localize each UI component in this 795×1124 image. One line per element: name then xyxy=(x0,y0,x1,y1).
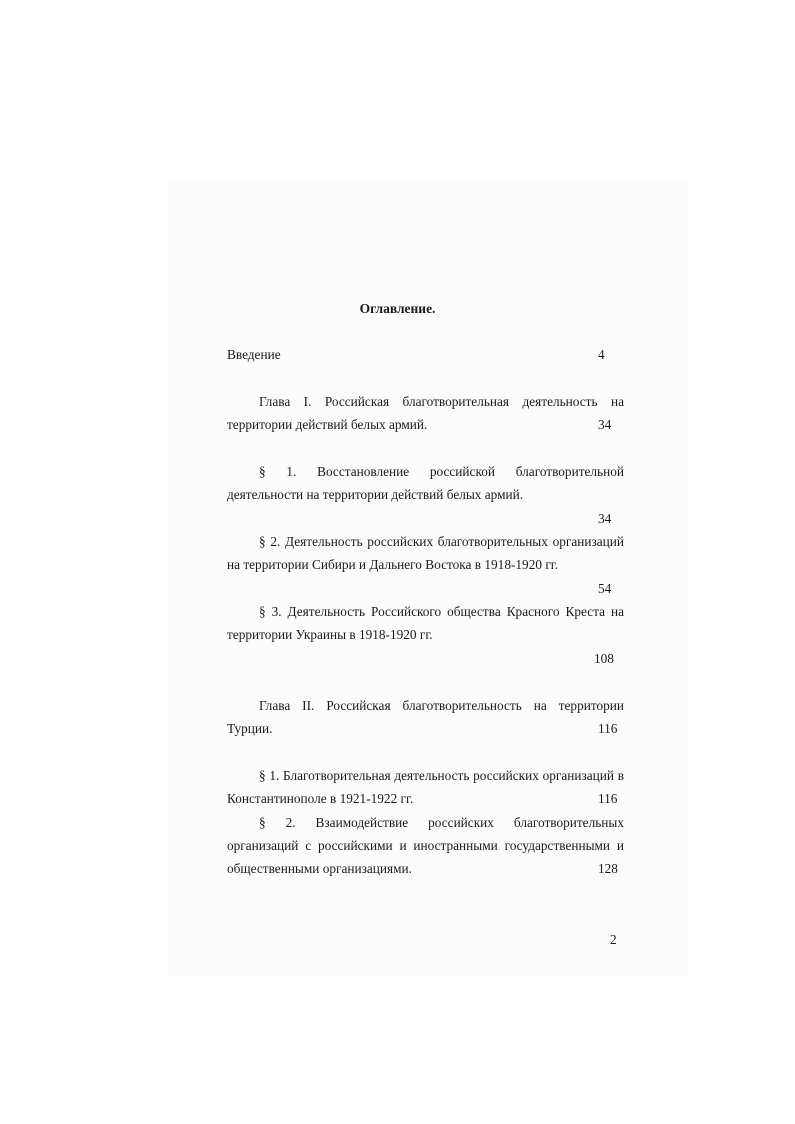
toc-section-1-2-page: 54 xyxy=(598,581,612,596)
toc-section-2-1-line1: § 1. Благотворительная деятельность российских организаций в xyxy=(259,768,624,783)
toc-section-1-2-line2: на территории Сибири и Дальнего Востока в 1918-1920 гг. xyxy=(227,557,559,572)
toc-section-1-1-line2: деятельности на территории действий белых армий. xyxy=(227,487,524,502)
toc-intro-page: 4 xyxy=(598,347,605,362)
page-number: 2 xyxy=(610,932,617,947)
toc-section-1-2-line1: § 2. Деятельность российских благотворительных организаций xyxy=(259,534,624,549)
toc-chapter-2-line1: Глава II. Российская благотворительность на территории xyxy=(259,698,624,713)
toc-chapter-1-line2: территории действий белых армий. xyxy=(227,417,428,432)
toc-section-2-2-page: 128 xyxy=(598,861,618,876)
toc-chapter-1-line1: Глава I. Российская благотворительная деятельность на xyxy=(259,394,624,409)
toc-intro-label: Введение xyxy=(227,347,281,362)
page-title: Оглавление. xyxy=(359,301,436,316)
toc-section-1-3-line1: § 3. Деятельность Российского общества Красного Креста на xyxy=(259,604,624,619)
toc-section-2-1-line2: Константинополе в 1921-1922 гг. xyxy=(227,791,414,806)
toc-chapter-2-page: 116 xyxy=(598,721,618,736)
toc-section-1-1-page: 34 xyxy=(598,511,612,526)
toc-section-2-2-line3: общественными организациями. xyxy=(227,861,412,876)
toc-chapter-1-page: 34 xyxy=(598,417,612,432)
toc-chapter-2-line2: Турции. xyxy=(227,721,273,736)
toc-section-1-3-page: 108 xyxy=(594,651,614,666)
toc-section-1-3-line2: территории Украины в 1918-1920 гг. xyxy=(227,627,433,642)
toc-section-2-2-line2: организаций с российскими и иностранными государственными и xyxy=(227,838,624,853)
toc-section-2-2-line1: § 2. Взаимодействие российских благотворительных xyxy=(259,815,624,830)
toc-section-2-1-page: 116 xyxy=(598,791,618,806)
toc-section-1-1-line1: § 1. Восстановление российской благотворительной xyxy=(259,464,624,479)
